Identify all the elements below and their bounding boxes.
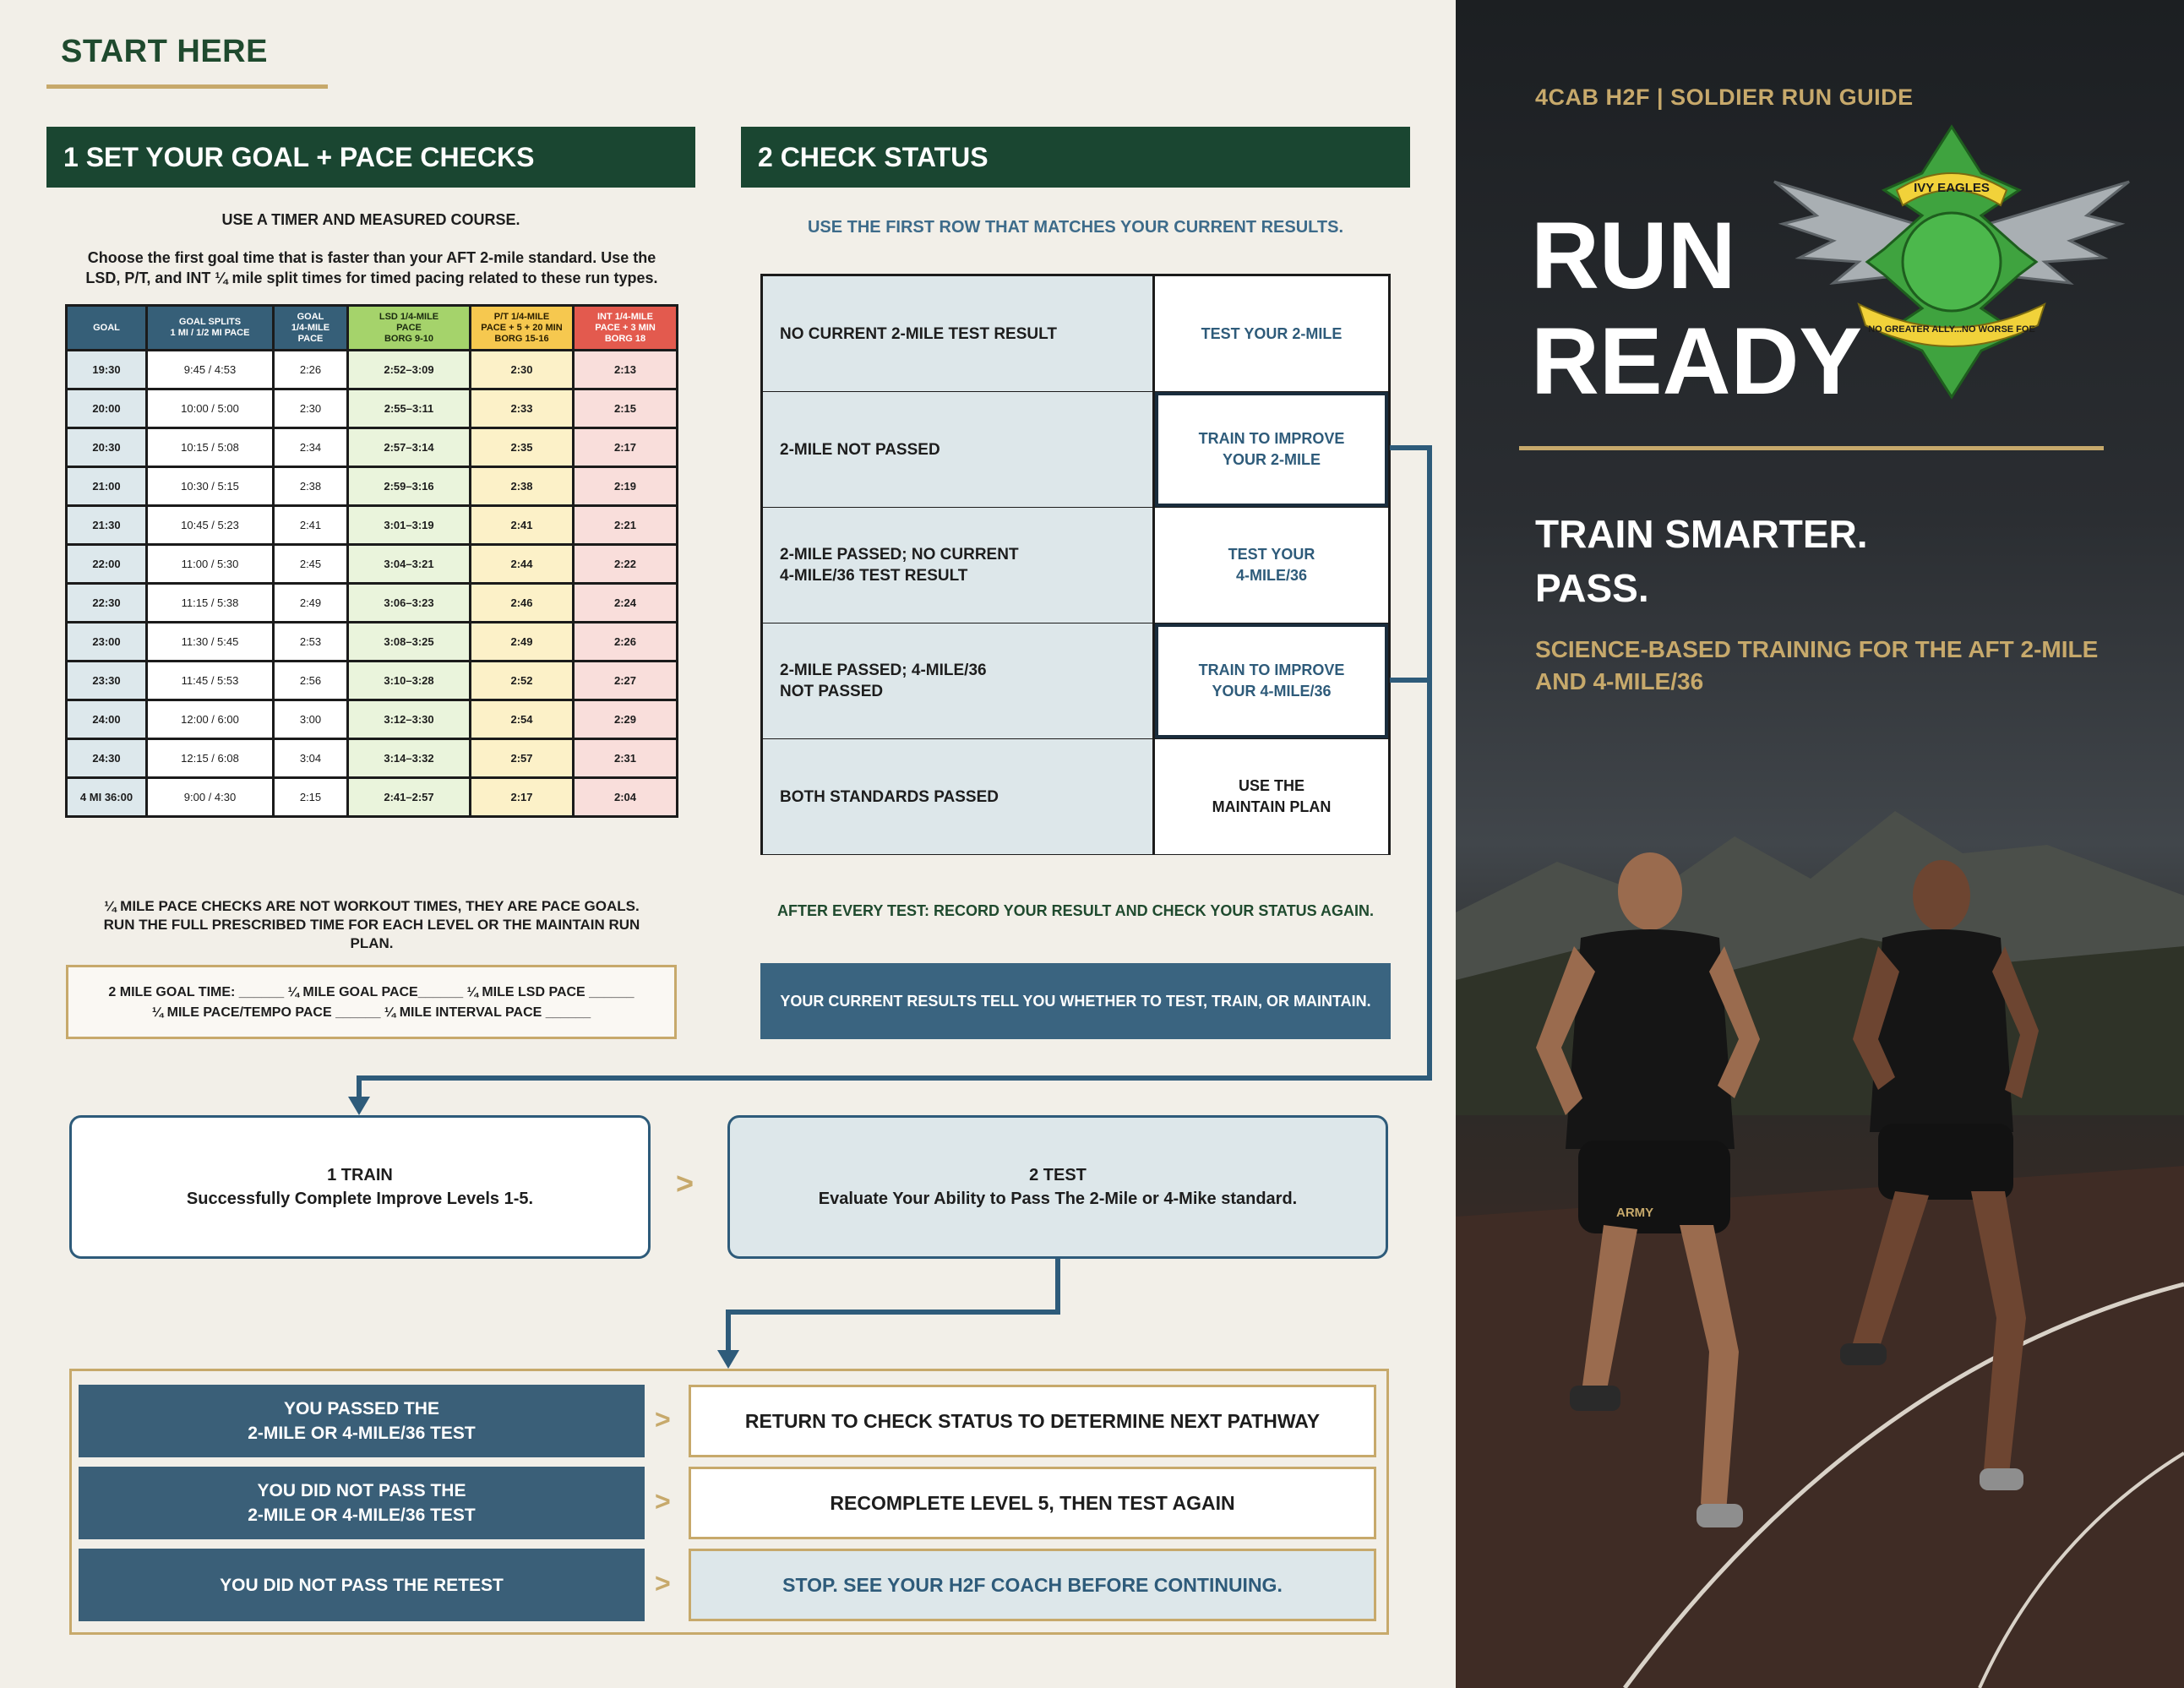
- outcome-result-passed: [79, 1385, 645, 1457]
- cell-pt: 2:49: [471, 623, 574, 662]
- cell-goal: 4 MI 36:00: [67, 778, 147, 817]
- cell-splits: 12:00 / 6:00: [147, 700, 274, 739]
- cell-goal: 20:30: [67, 428, 147, 467]
- cell-lsd: 2:55–3:11: [348, 389, 471, 428]
- cell-lsd: 2:52–3:09: [348, 351, 471, 389]
- cell-goal: 23:30: [67, 662, 147, 700]
- cell-lsd: 2:57–3:14: [348, 428, 471, 467]
- train-step-title: 1 TRAIN: [327, 1166, 393, 1184]
- chevron-right-icon: >: [655, 1404, 671, 1435]
- cell-quarter: 2:56: [274, 662, 348, 700]
- status-action-line1: TEST YOUR 2-MILE: [1201, 324, 1343, 342]
- cell-pt: 2:57: [471, 739, 574, 778]
- cell-splits: 10:30 / 5:15: [147, 467, 274, 506]
- crest-top-text: IVY EAGLES: [1914, 181, 1990, 195]
- outcome-action-return[interactable]: RETURN TO CHECK STATUS TO DETERMINE NEXT PATHWAY: [689, 1385, 1376, 1457]
- worksheet-line1[interactable]: 2 MILE GOAL TIME: ______ ¼ MILE GOAL PACE______ ¼ MILE LSD PACE ______: [108, 985, 635, 999]
- train-step-description: Successfully Complete Improve Levels 1-5.: [186, 1190, 534, 1208]
- outcome-result-line1: YOU DID NOT PASS THE: [257, 1481, 466, 1500]
- cell-quarter: 2:26: [274, 351, 348, 389]
- cell-pt: 2:38: [471, 467, 574, 506]
- test-step-description: Evaluate Your Ability to Pass The 2-Mile or 4-Mike standard.: [818, 1190, 1298, 1208]
- cell-splits: 11:45 / 5:53: [147, 662, 274, 700]
- crest-center: [1903, 213, 2001, 311]
- header-lsd-line1: LSD 1/4-MILE: [379, 311, 439, 322]
- title-line2: READY: [1531, 308, 1863, 414]
- cell-quarter: 2:41: [274, 506, 348, 545]
- header-splits-line2: 1 MI / 1/2 MI PACE: [170, 328, 250, 338]
- tagline-line2: PASS.: [1535, 566, 1649, 610]
- cell-pt: 2:35: [471, 428, 574, 467]
- header-pt-line1: P/T 1/4-MILE: [493, 311, 550, 322]
- cell-goal: 21:00: [67, 467, 147, 506]
- status-condition-line2: NOT PASSED: [780, 683, 884, 700]
- cell-lsd: 3:10–3:28: [348, 662, 471, 700]
- test-step-card[interactable]: [727, 1115, 1388, 1259]
- panel-divider: [1519, 446, 2104, 450]
- status-condition-line1: NO CURRENT 2-MILE TEST RESULT: [780, 324, 1057, 343]
- ivy-eagles-crest: [1766, 123, 2138, 401]
- cell-quarter: 2:45: [274, 545, 348, 584]
- cell-lsd: 3:04–3:21: [348, 545, 471, 584]
- outcome-result-line1: YOU DID NOT PASS THE RETEST: [220, 1575, 504, 1595]
- section2-header: 2 CHECK STATUS: [741, 127, 1410, 188]
- cell-int: 2:31: [574, 739, 678, 778]
- cell-splits: 10:15 / 5:08: [147, 428, 274, 467]
- test-step-title: 2 TEST: [1029, 1166, 1087, 1184]
- shirt-text-army: ARMY: [1616, 1206, 1654, 1220]
- outcome-result-line1: YOU PASSED THE: [284, 1399, 439, 1418]
- panel-tagline: [1535, 507, 1868, 615]
- tagline-line1: TRAIN SMARTER.: [1535, 512, 1868, 556]
- cell-pt: 2:54: [471, 700, 574, 739]
- chevron-right-icon: >: [655, 1486, 671, 1516]
- status-action-line1: TRAIN TO IMPROVE: [1198, 662, 1345, 678]
- header-int-line3: BORG 18: [604, 333, 646, 344]
- results-banner: YOUR CURRENT RESULTS TELL YOU WHETHER TO TEST, TRAIN, OR MAINTAIN.: [760, 963, 1391, 1039]
- cell-quarter: 2:15: [274, 778, 348, 817]
- cell-pt: 2:44: [471, 545, 574, 584]
- outcome-result-retest-failed: [79, 1549, 645, 1621]
- chevron-right-icon: >: [676, 1166, 694, 1201]
- section1-instruction-timer: USE A TIMER AND MEASURED COURSE.: [221, 211, 520, 228]
- cell-splits: 11:15 / 5:38: [147, 584, 274, 623]
- cell-int: 2:13: [574, 351, 678, 389]
- cell-int: 2:27: [574, 662, 678, 700]
- cell-lsd: 3:14–3:32: [348, 739, 471, 778]
- header-pt-line2: PACE + 5 + 20 MIN: [481, 322, 563, 333]
- cell-quarter: 2:38: [274, 467, 348, 506]
- cell-lsd: 3:12–3:30: [348, 700, 471, 739]
- cell-lsd: 2:59–3:16: [348, 467, 471, 506]
- cell-pt: 2:41: [471, 506, 574, 545]
- cell-splits: 12:15 / 6:08: [147, 739, 274, 778]
- cell-pt: 2:46: [471, 584, 574, 623]
- status-action-line1: USE THE: [1238, 777, 1304, 794]
- status-condition-line1: 2-MILE PASSED; 4-MILE/36: [780, 662, 987, 679]
- header-splits-line1: GOAL SPLITS: [178, 317, 242, 327]
- section1-header: 1 SET YOUR GOAL + PACE CHECKS: [46, 127, 695, 188]
- connector-test-outcomes: [728, 1259, 1058, 1356]
- arrow-down-icon: [717, 1350, 739, 1369]
- status-action-line2: YOUR 4-MILE/36: [1212, 683, 1332, 700]
- after-test-note: AFTER EVERY TEST: RECORD YOUR RESULT AND CHECK YOUR STATUS AGAIN.: [776, 902, 1375, 919]
- status-action-line2: YOUR 2-MILE: [1222, 451, 1321, 468]
- header-lsd-line2: PACE: [396, 322, 422, 333]
- header-goal: GOAL: [67, 306, 147, 351]
- header-pt-line3: BORG 15-16: [494, 333, 549, 344]
- start-here-title: START HERE: [61, 34, 268, 69]
- outcome-action-recomplete[interactable]: RECOMPLETE LEVEL 5, THEN TEST AGAIN: [689, 1467, 1376, 1539]
- status-condition-line1: 2-MILE PASSED; NO CURRENT: [780, 546, 1019, 564]
- cell-quarter: 3:00: [274, 700, 348, 739]
- header-int-line2: PACE + 3 MIN: [595, 322, 656, 333]
- cell-pt: 2:30: [471, 351, 574, 389]
- outcome-action-stop[interactable]: STOP. SEE YOUR H2F COACH BEFORE CONTINUING.: [689, 1549, 1376, 1621]
- cell-goal: 24:00: [67, 700, 147, 739]
- status-condition-line1: 2-MILE NOT PASSED: [780, 440, 940, 459]
- outcome-result-line2: 2-MILE OR 4-MILE/36 TEST: [248, 1424, 476, 1443]
- arrow-down-icon: [348, 1097, 370, 1115]
- crest-bottom-text: NO GREATER ALLY...NO WORSE FOE: [1868, 324, 2035, 335]
- status-condition-line1: BOTH STANDARDS PASSED: [780, 787, 999, 806]
- cell-pt: 2:33: [471, 389, 574, 428]
- guide-eyebrow: 4CAB H2F | SOLDIER RUN GUIDE: [1535, 84, 1914, 110]
- cell-int: 2:15: [574, 389, 678, 428]
- cell-splits: 11:00 / 5:30: [147, 545, 274, 584]
- cell-splits: 9:45 / 4:53: [147, 351, 274, 389]
- header-lsd-line3: BORG 9-10: [384, 333, 434, 344]
- header-int-line1: INT 1/4-MILE: [596, 311, 653, 322]
- cell-quarter: 2:53: [274, 623, 348, 662]
- cell-goal: 22:30: [67, 584, 147, 623]
- cell-int: 2:24: [574, 584, 678, 623]
- cell-goal: 22:00: [67, 545, 147, 584]
- cell-lsd: 2:41–2:57: [348, 778, 471, 817]
- cell-quarter: 2:34: [274, 428, 348, 467]
- cell-lsd: 3:06–3:23: [348, 584, 471, 623]
- cell-goal: 19:30: [67, 351, 147, 389]
- connector-train-2mile: [359, 448, 1430, 1103]
- cell-lsd: 3:08–3:25: [348, 623, 471, 662]
- cell-splits: 9:00 / 4:30: [147, 778, 274, 817]
- worksheet-line2[interactable]: ¼ MILE PACE/TEMPO PACE ______ ¼ MILE INTERVAL PACE ______: [151, 1005, 591, 1020]
- pace-check-note-line2: RUN THE FULL PRESCRIBED TIME FOR EACH LEVEL OR THE MAINTAIN RUN PLAN.: [103, 917, 640, 951]
- status-condition-line2: 4-MILE/36 TEST RESULT: [780, 567, 968, 585]
- cell-quarter: 3:04: [274, 739, 348, 778]
- status-action-line1: TEST YOUR: [1228, 546, 1315, 563]
- section2-instruction: USE THE FIRST ROW THAT MATCHES YOUR CURRENT RESULTS.: [807, 218, 1344, 237]
- running-track: [1456, 1166, 2184, 1688]
- cell-splits: 11:30 / 5:45: [147, 623, 274, 662]
- cell-int: 2:26: [574, 623, 678, 662]
- cell-goal: 21:30: [67, 506, 147, 545]
- cell-pt: 2:17: [471, 778, 574, 817]
- cell-quarter: 2:30: [274, 389, 348, 428]
- cell-int: 2:21: [574, 506, 678, 545]
- cell-goal: 20:00: [67, 389, 147, 428]
- status-action-line2: MAINTAIN PLAN: [1212, 798, 1332, 815]
- section1-instruction-goal: Choose the first goal time that is faster than your AFT 2-mile standard. Use the LSD, P/T, and INT ¼ mile split times for timed pacing related to these run types.: [85, 249, 658, 286]
- cell-pt: 2:52: [471, 662, 574, 700]
- header-quarter-line2: 1/4-MILE: [291, 322, 330, 333]
- header-quarter-line3: PACE: [297, 333, 324, 344]
- cell-int: 2:04: [574, 778, 678, 817]
- chevron-right-icon: >: [655, 1568, 671, 1598]
- outcome-result-not-passed: [79, 1467, 645, 1539]
- cell-goal: 23:00: [67, 623, 147, 662]
- status-action-line2: 4-MILE/36: [1235, 567, 1308, 584]
- cell-int: 2:19: [574, 467, 678, 506]
- status-action-line1: TRAIN TO IMPROVE: [1198, 430, 1345, 447]
- train-step-card[interactable]: [69, 1115, 651, 1259]
- cell-goal: 24:30: [67, 739, 147, 778]
- cell-lsd: 3:01–3:19: [348, 506, 471, 545]
- cell-int: 2:22: [574, 545, 678, 584]
- cell-splits: 10:00 / 5:00: [147, 389, 274, 428]
- pace-check-note-line1: ¼ MILE PACE CHECKS ARE NOT WORKOUT TIMES, THEY ARE PACE GOALS.: [104, 898, 640, 914]
- cell-quarter: 2:49: [274, 584, 348, 623]
- cell-int: 2:29: [574, 700, 678, 739]
- title-line1: RUN: [1531, 203, 1736, 308]
- panel-subtitle: SCIENCE-BASED TRAINING FOR THE AFT 2-MILE AND 4-MILE/36: [1535, 636, 2099, 694]
- cell-int: 2:17: [574, 428, 678, 467]
- outcome-result-line2: 2-MILE OR 4-MILE/36 TEST: [248, 1506, 476, 1525]
- header-quarter-line1: GOAL: [297, 311, 324, 322]
- cell-splits: 10:45 / 5:23: [147, 506, 274, 545]
